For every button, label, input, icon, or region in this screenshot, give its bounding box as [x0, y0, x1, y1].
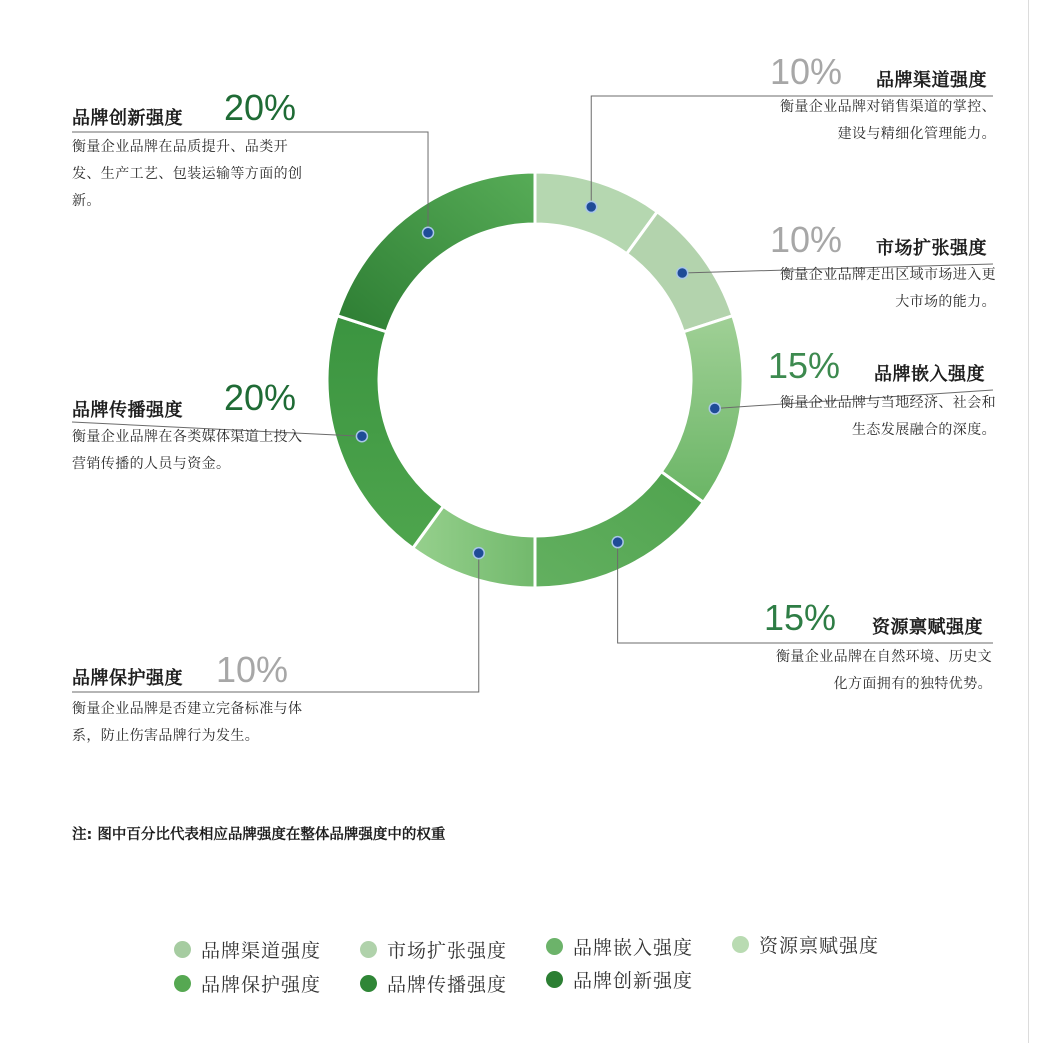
title-brand-embed: 品牌嵌入强度 — [874, 364, 985, 385]
title-market-expansion: 市场扩张强度 — [876, 238, 987, 259]
legend-item-brand-spread — [360, 970, 507, 997]
legend-label-brand-embed: 品牌嵌入强度 — [573, 937, 694, 959]
desc-brand-spread: 衡量企业品牌在各类媒体渠道上投入营销传播的人员与资金。 — [72, 429, 303, 472]
legend-swatch-brand-embed — [546, 938, 563, 955]
leader-dot-brand-spread — [356, 431, 367, 442]
pct-brand-protect: 10% — [216, 649, 289, 690]
legend-label-market-expansion: 市场扩张强度 — [387, 940, 508, 962]
legend-label-brand-protect: 品牌保护强度 — [201, 974, 322, 996]
title-brand-protect: 品牌保护强度 — [72, 668, 183, 689]
pct-brand-embed: 15% — [768, 345, 841, 386]
legend-item-brand-channel — [174, 936, 321, 963]
chart-footnote: 注: 图中百分比代表相应品牌强度在整体品牌强度中的权重 — [72, 827, 446, 843]
title-brand-spread: 品牌传播强度 — [72, 400, 183, 421]
legend-label-brand-channel: 品牌渠道强度 — [201, 940, 322, 962]
leader-dot-brand-protect — [473, 548, 484, 559]
donut-segment-brand-embed — [661, 316, 743, 503]
desc-resource: 衡量企业品牌在自然环境、历史文化方面拥有的独特优势。 — [776, 649, 992, 692]
legend-swatch-brand-protect — [174, 975, 191, 992]
legend-label-brand-spread: 品牌传播强度 — [387, 974, 508, 996]
legend-item-brand-creative — [546, 966, 693, 993]
legend-item-market-expansion — [360, 936, 507, 963]
desc-brand-channel: 衡量企业品牌对销售渠道的掌控、建设与精细化管理能力。 — [780, 99, 996, 142]
leader-dot-market-expansion — [677, 268, 688, 279]
pct-market-expansion: 10% — [770, 219, 843, 260]
legend-label-resource: 资源禀赋强度 — [759, 935, 880, 957]
leader-dot-brand-creative — [423, 227, 434, 238]
desc-market-expansion: 衡量企业品牌走出区域市场进入更大市场的能力。 — [780, 267, 996, 310]
pct-brand-spread: 20% — [224, 377, 297, 418]
pct-resource: 15% — [764, 597, 837, 638]
legend-item-brand-protect — [174, 970, 321, 997]
leader-dot-brand-channel — [586, 201, 597, 212]
leader-dot-brand-embed — [709, 403, 720, 414]
desc-brand-protect: 衡量企业品牌是否建立完备标准与体系，防止伤害品牌行为发生。 — [72, 701, 303, 744]
legend-swatch-brand-creative — [546, 971, 563, 988]
pct-brand-creative: 20% — [224, 87, 297, 128]
desc-brand-embed: 衡量企业品牌与当地经济、社会和生态发展融合的深度。 — [780, 395, 996, 438]
legend-swatch-resource — [732, 936, 749, 953]
leader-dot-resource — [612, 537, 623, 548]
legend-swatch-market-expansion — [360, 941, 377, 958]
title-brand-creative: 品牌创新强度 — [72, 108, 183, 129]
legend-swatch-brand-channel — [174, 941, 191, 958]
donut-segment-brand-creative — [337, 172, 535, 332]
legend-item-brand-embed — [546, 933, 693, 960]
legend-item-resource — [732, 931, 879, 958]
legend-swatch-brand-spread — [360, 975, 377, 992]
donut-segment-brand-spread — [327, 316, 443, 549]
title-resource: 资源禀赋强度 — [872, 617, 983, 638]
donut-segment-resource — [535, 472, 703, 588]
legend-label-brand-creative: 品牌创新强度 — [573, 970, 694, 992]
title-brand-channel: 品牌渠道强度 — [876, 70, 987, 91]
desc-brand-creative: 衡量企业品牌在品质提升、品类开发、生产工艺、包装运输等方面的创新。 — [72, 139, 303, 209]
pct-brand-channel: 10% — [770, 51, 843, 92]
